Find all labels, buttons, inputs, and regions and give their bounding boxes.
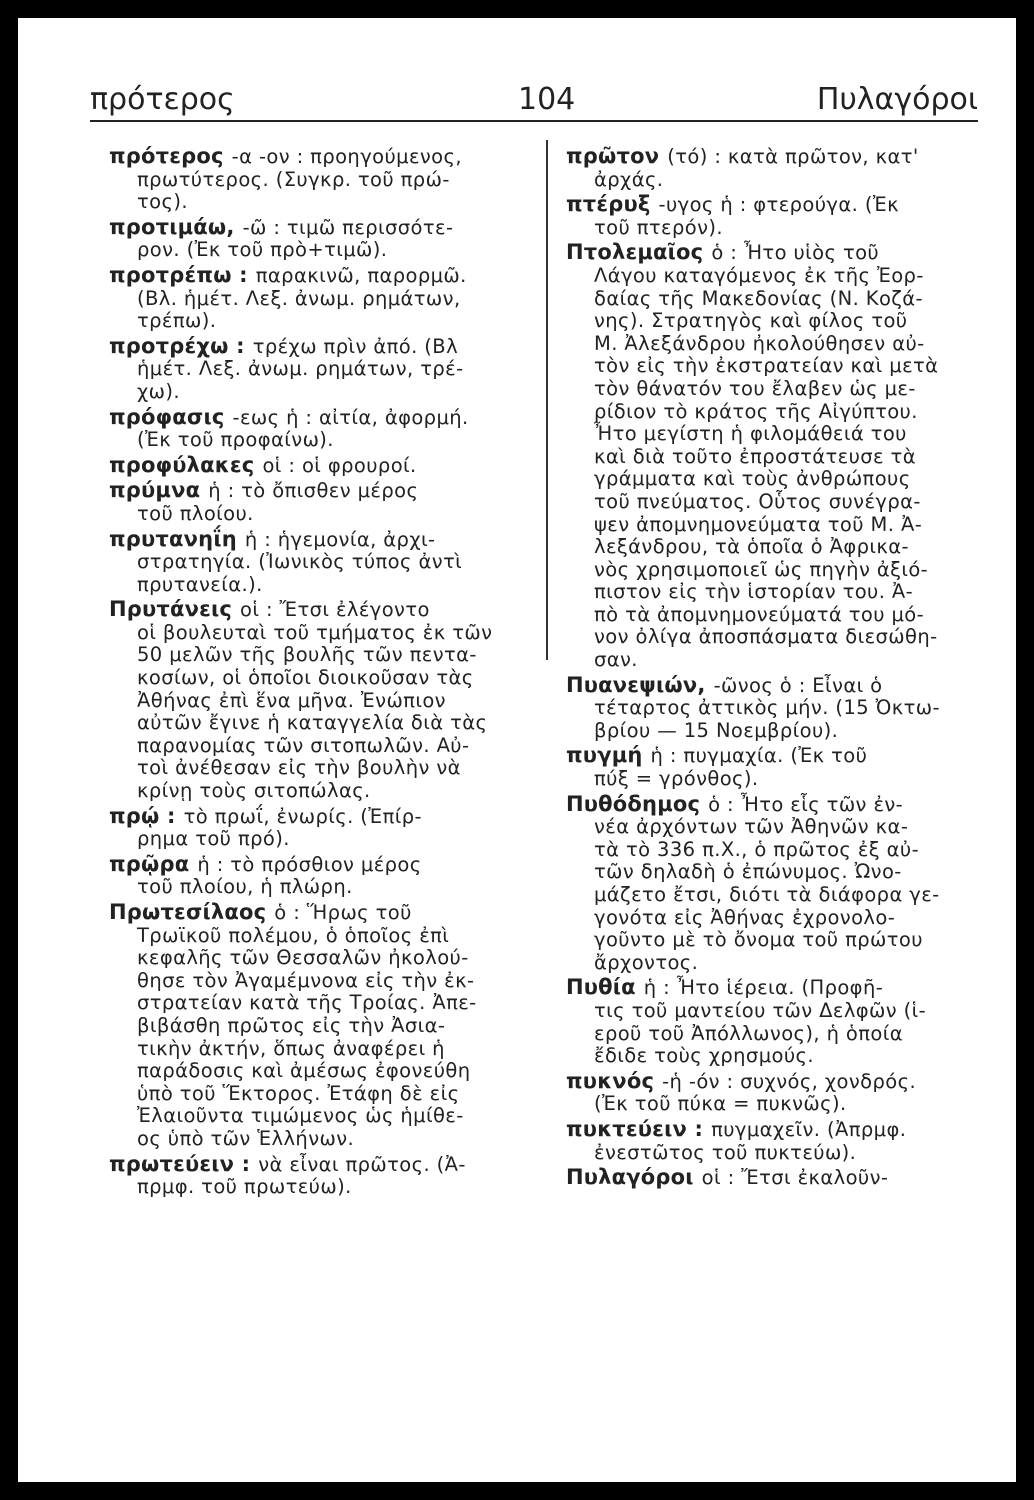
entry-headword: Πτολεμαῖος <box>566 240 704 265</box>
dictionary-entry <box>566 674 974 743</box>
entry-continuation-line: βιβάσθη πρῶτος εἰς τὴν Ἀσια- <box>137 1013 446 1037</box>
entry-continuation-line: χω). <box>137 379 180 403</box>
entry-continuation-line: ρημα τοῦ πρό). <box>137 827 290 851</box>
entry-first-line <box>109 598 522 622</box>
entry-headword: πτέρυξ <box>566 192 651 217</box>
entry-text: οἱ : Ἔτσι ἐλέγοντο <box>240 598 430 622</box>
entry-headword: Πρωτεσίλαος <box>109 900 267 924</box>
entry-continuation-line: τικὴν ἀκτήν, ὅπως ἀναφέρει ἡ <box>137 1036 445 1060</box>
entry-first-line <box>566 744 974 768</box>
entry-headword: πρύμνα <box>109 478 201 503</box>
entry-first-line <box>109 853 522 877</box>
entry-headword: προτρέπω : <box>109 262 248 287</box>
entry-continuation-line: γονότα εἰς Ἀθήνας ἐχρονολο- <box>594 905 896 929</box>
dictionary-entry <box>566 744 974 790</box>
dictionary-entry <box>566 1070 974 1116</box>
dictionary-entry <box>109 454 522 478</box>
entry-text: ὁ : Ἦτο εἷς τῶν ἐν- <box>708 792 904 816</box>
entry-text: -ῶνος ὁ : Εἶναι ὁ <box>713 673 883 697</box>
entry-headword: πρόφασις <box>109 404 225 429</box>
dictionary-entry <box>109 853 522 899</box>
entry-headword: πρῴ : <box>109 803 176 828</box>
entry-continuation-line: λεξάνδρου, τὰ ὁποῖα ὁ Ἀφρικα- <box>594 535 909 559</box>
entry-first-line <box>566 241 974 265</box>
dictionary-entry <box>109 335 522 404</box>
entry-text: νὰ εἶναι πρῶτος. (Ἀ- <box>258 1152 466 1176</box>
dictionary-entry <box>109 216 522 262</box>
entry-continuation-line: ρίδιον τὸ κράτος τῆς Αἰγύπτου. <box>594 399 918 423</box>
entry-first-line <box>109 1153 522 1177</box>
entry-continuation-line: γράμματα καὶ τοὺς ἀνθρώπους <box>594 467 911 491</box>
entry-continuation-line: τὰ τὸ 336 π.Χ., ὁ πρῶτος ἐξ αὐ- <box>594 837 920 861</box>
entry-continuation-line: τρέπω). <box>137 309 217 333</box>
entry-continuation-line: πρυτανεία.). <box>137 572 263 596</box>
entry-continuation-line: πιστον εἰς τὴν ἱστορίαν του. Ἀ- <box>594 580 914 604</box>
entry-first-line <box>566 793 974 817</box>
entry-text: ἡ : τὸ πρόσθιον μέρος <box>197 852 422 876</box>
entry-continuation-line: (Ἐκ τοῦ πύκα = πυκνῶς). <box>594 1092 847 1116</box>
entry-text: -εως ἡ : αἰτία, ἀφορμή. <box>232 405 469 429</box>
entry-continuation-line: Τρωϊκοῦ πολέμου, ὁ ὁποῖος ἐπὶ <box>137 923 450 947</box>
entry-continuation-line: βρίου — 15 Νοεμβρίου). <box>594 718 839 742</box>
entry-continuation-line: κοσίων, οἱ ὁποῖοι διοικοῦσαν τὰς <box>137 666 474 690</box>
entry-continuation-line: τὸν θάνατόν του ἔλαβεν ὡς με- <box>594 376 916 400</box>
entry-headword: Πρυτάνεις <box>109 597 233 622</box>
entry-continuation-line: ὑπὸ τοῦ Ἕκτορος. Ἐτάφη δὲ εἰς <box>137 1081 460 1105</box>
entry-continuation-line: πὸ τὰ ἀπομνημονεύματά του μό- <box>594 602 925 626</box>
entry-continuation-line: σαν. <box>594 648 638 672</box>
entry-continuation-line: (Ἐκ τοῦ προφαίνω). <box>137 428 334 452</box>
entry-continuation-line: 50 μελῶν τῆς βουλῆς τῶν πεντα- <box>137 643 477 667</box>
right-column <box>566 145 974 1192</box>
entry-continuation-line: ἄρχοντος. <box>594 950 699 974</box>
entry-first-line <box>109 406 522 430</box>
entry-continuation-line: θησε τὸν Ἀγαμέμνονα εἰς τὴν ἐκ- <box>137 968 475 992</box>
entry-text: ἡ : τὸ ὄπισθεν μέρος <box>208 479 419 503</box>
entry-continuation-line: Λάγου καταγόμενος ἐκ τῆς Ἐορ- <box>594 263 924 287</box>
dictionary-entry <box>109 805 522 851</box>
entry-continuation-line: γοῦντο μὲ τὸ ὄνομα τοῦ πρώτου <box>594 928 923 952</box>
entry-first-line <box>566 976 974 1000</box>
entry-continuation-line: ἡμέτ. Λεξ. ἀνωμ. ρημάτων, τρέ- <box>137 357 464 381</box>
dictionary-entry <box>566 1118 974 1164</box>
entry-text: (τό) : κατὰ πρῶτον, κατ' <box>667 145 919 168</box>
entry-continuation-line: τῶν δηλαδὴ ὁ ἐπώνυμος. Ὠνο- <box>594 860 902 884</box>
page-header <box>90 80 978 122</box>
entry-headword: πρότερος <box>109 144 224 168</box>
entry-headword: πυκνός <box>566 1068 655 1093</box>
entry-continuation-line: νέα ἀρχόντων τῶν Ἀθηνῶν κα- <box>594 815 909 839</box>
entry-first-line <box>566 674 974 698</box>
entry-continuation-line: τις τοῦ μαντείου τῶν Δελφῶν (ἱ- <box>594 998 927 1022</box>
entry-text: ἡ : πυγμαχία. (Ἐκ τοῦ <box>650 744 868 768</box>
entry-first-line <box>566 1166 974 1190</box>
entry-continuation-line: οἱ βουλευταὶ τοῦ τμήματος ἐκ τῶν <box>137 620 493 644</box>
entry-text: -ῶ : τιμῶ περισσότε- <box>242 215 454 239</box>
entry-text: πυγμαχεῖν. (Ἀπρμφ. <box>711 1117 907 1141</box>
entry-continuation-line: νον ὀλίγα ἀποσπάσματα διεσώθη- <box>594 625 938 649</box>
dictionary-entry <box>109 598 522 802</box>
entry-continuation-line: τοῦ πλοίου, ἡ πλώρη. <box>137 875 353 899</box>
entry-text: ἡ : Ἦτο ἱέρεια. (Προφῆ- <box>643 976 884 1000</box>
entry-continuation-line: εροῦ τοῦ Ἀπόλλωνος), ἡ ὁποία <box>594 1021 903 1045</box>
entry-continuation-line: τὸν εἰς τὴν ἐκστρατείαν καὶ μετὰ <box>594 354 939 378</box>
entry-text: -υγος ἡ : φτερούγα. (Ἐκ <box>658 193 899 217</box>
entry-continuation-line: κρίνῃ τοὺς σιτοπώλας. <box>137 779 371 803</box>
entry-text: ἡ : ἡγεμονία, ἀρχι- <box>244 527 436 551</box>
entry-first-line <box>566 193 974 217</box>
entry-continuation-line: τος). <box>137 190 188 214</box>
entry-continuation-line: ἐνεστῶτος τοῦ πυκτεύω). <box>594 1140 857 1164</box>
entry-continuation-line: μάζετο ἔτσι, διότι τὰ διάφορα γε- <box>594 883 940 906</box>
dictionary-entry <box>109 528 522 597</box>
entry-headword: Πυλαγόροι <box>566 1165 694 1190</box>
entry-headword: πυγμή <box>566 743 643 768</box>
dictionary-entry <box>109 264 522 333</box>
column-divider <box>546 140 548 660</box>
entry-continuation-line: τέταρτος ἀττικὸς μήν. (15 Ὀκτω- <box>594 696 940 720</box>
entry-continuation-line: Ἦτο μεγίστη ἡ φιλομάθειά του <box>594 422 907 446</box>
entry-headword: προτιμάω, <box>109 214 235 239</box>
entry-text: τρέχω πρὶν ἀπό. (Βλ <box>252 334 459 358</box>
entry-text: οἱ : Ἔτσι ἐκαλοῦν- <box>701 1166 889 1190</box>
entry-continuation-line: (Βλ. ἡμέτ. Λεξ. ἀνωμ. ρημάτων, <box>137 286 461 310</box>
entry-continuation-line: τοῦ πλοίου. <box>137 501 254 525</box>
header-first-entry: πρότερος <box>90 82 235 117</box>
entry-first-line <box>109 454 522 478</box>
entry-text: ὁ : Ἥρως τοῦ <box>274 901 412 924</box>
entry-first-line <box>566 145 974 169</box>
entry-headword: πρυτανηΐη <box>109 526 237 551</box>
left-column <box>109 145 522 1201</box>
entry-continuation-line: στρατηγία. (Ἰωνικὸς τύπος ἀντὶ <box>137 550 463 574</box>
entry-continuation-line: παράδοσις καὶ ἀμέσως ἐφονεύθη <box>137 1059 471 1083</box>
entry-continuation-line: ρον. (Ἐκ τοῦ πρὸ+τιμῶ). <box>137 238 388 262</box>
entry-headword: προφύλακες <box>109 452 255 477</box>
entry-continuation-line: στρατείαν κατὰ τῆς Τροίας. Ἀπε- <box>137 991 477 1015</box>
entry-first-line <box>566 1070 974 1094</box>
entry-text: -ἡ -όν : συχνός, χονδρός. <box>662 1069 917 1093</box>
entry-continuation-line: κεφαλῆς τῶν Θεσσαλῶν ἠκολού- <box>137 946 469 970</box>
dictionary-entry <box>109 406 522 452</box>
entry-headword: πρῷρα <box>109 851 190 876</box>
entry-continuation-line: ἔδιδε τοὺς χρησμούς. <box>594 1044 814 1068</box>
entry-headword: πυκτεύειν : <box>566 1116 704 1141</box>
dictionary-entry <box>566 241 974 671</box>
entry-first-line <box>109 901 522 925</box>
dictionary-entry <box>566 1166 974 1190</box>
page-number: 104 <box>518 82 576 117</box>
entry-first-line <box>109 335 522 359</box>
entry-continuation-line: ἀρχάς. <box>594 167 664 191</box>
entry-continuation-line: πρμφ. τοῦ πρωτεύω). <box>137 1175 352 1199</box>
entry-continuation-line: ψεν ἀπομνημονεύματα τοῦ Μ. Ἀ- <box>594 512 923 536</box>
entry-continuation-line: πύξ = γρόνθος). <box>594 767 759 791</box>
entry-headword: Πυθόδημος <box>566 791 701 816</box>
dictionary-entry <box>566 976 974 1067</box>
entry-continuation-line: ος ὑπὸ τῶν Ἑλλήνων. <box>137 1126 355 1150</box>
entry-continuation-line: παρανομίας τῶν σιτοπωλῶν. Αὐ- <box>137 733 470 757</box>
entry-first-line <box>109 479 522 503</box>
dictionary-entry <box>566 145 974 191</box>
entry-first-line <box>109 805 522 829</box>
entry-continuation-line: Ἐλαιοῦντα τιμώμενος ὡς ἡμίθε- <box>137 1104 464 1128</box>
dictionary-entry <box>109 145 522 214</box>
entry-headword: πρῶτον <box>566 144 660 168</box>
dictionary-entry <box>566 793 974 975</box>
entry-first-line <box>109 528 522 552</box>
entry-continuation-line: νης). Στρατηγὸς καὶ φίλος τοῦ <box>594 309 908 333</box>
dictionary-entry <box>109 1153 522 1199</box>
entry-text: παρακινῶ, παρορμῶ. <box>255 263 467 287</box>
dictionary-entry <box>109 479 522 525</box>
entry-continuation-line: τοῦ πτερόν). <box>594 215 723 239</box>
entry-continuation-line: νὸς χρησιμοποιεῖ ὡς πηγὴν ἀξιό- <box>594 557 929 581</box>
dictionary-entry <box>109 901 522 1151</box>
entry-text: ὁ : Ἦτο υἱὸς τοῦ <box>711 241 880 265</box>
header-last-entry: Πυλαγόροι <box>816 82 978 117</box>
dictionary-entry <box>566 193 974 239</box>
entry-continuation-line: καὶ διὰ τοῦτο ἐπροστάτευσε τὰ <box>594 444 916 468</box>
entry-headword: Πυθία <box>566 975 636 1000</box>
entry-continuation-line: Ἀθήνας ἐπὶ ἕνα μῆνα. Ἐνώπιον <box>137 688 446 712</box>
entry-continuation-line: Μ. Ἀλεξάνδρου ἠκολούθησεν αὐ- <box>594 331 925 355</box>
entry-continuation-line: αὐτῶν ἔγινε ἡ καταγγελία διὰ τὰς <box>137 711 488 735</box>
entry-headword: πρωτεύειν : <box>109 1151 251 1176</box>
entry-headword: προτρέχω : <box>109 333 245 358</box>
entry-first-line <box>109 145 522 169</box>
entry-text: τὸ πρωΐ, ἐνωρίς. (Ἐπίρ- <box>183 804 422 828</box>
entry-headword: Πυανεψιών, <box>566 672 706 697</box>
entry-continuation-line: πρωτύτερος. (Συγκρ. τοῦ πρώ- <box>137 167 450 191</box>
entry-first-line <box>109 216 522 240</box>
entry-text: οἱ : οἱ φρουροί. <box>262 453 417 477</box>
entry-first-line <box>109 264 522 288</box>
entry-continuation-line: τοὶ ἀνέθεσαν εἰς τὴν βουλὴν νὰ <box>137 756 461 780</box>
entry-first-line <box>566 1118 974 1142</box>
entry-continuation-line: δαίας τῆς Μακεδονίας (Ν. Κοζά- <box>594 286 923 310</box>
entry-continuation-line: τοῦ πνεύματος. Οὗτος συνέγρα- <box>594 489 921 513</box>
entry-text: -α -ον : προηγούμενος, <box>231 145 462 168</box>
